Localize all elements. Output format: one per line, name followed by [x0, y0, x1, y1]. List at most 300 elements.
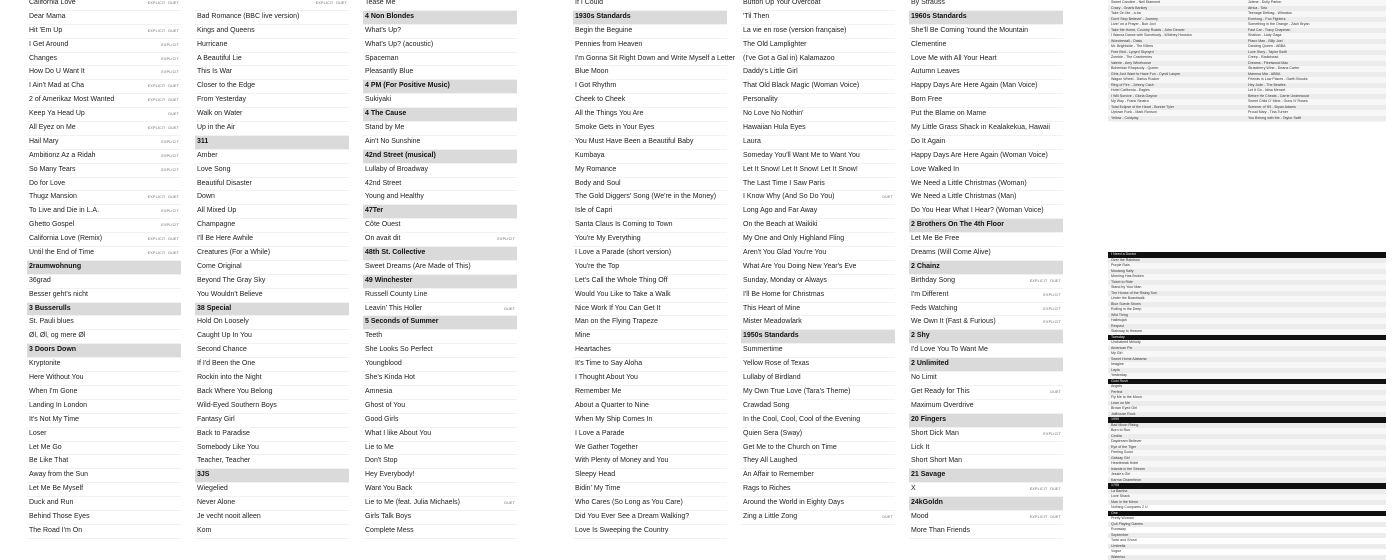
song-row[interactable]: [909, 275, 1063, 289]
song-title: Caught Up In You: [197, 330, 252, 343]
song-row[interactable]: [27, 275, 181, 289]
song-row[interactable]: [573, 66, 727, 80]
song-title: I'll Be Home for Christmas: [743, 289, 824, 302]
song-title: Heartaches: [575, 344, 611, 357]
song-row[interactable]: [27, 0, 181, 11]
song-row[interactable]: [741, 316, 895, 330]
artist-header[interactable]: [363, 275, 517, 289]
song-row[interactable]: [195, 330, 349, 344]
song-row[interactable]: [573, 178, 727, 192]
artist-header[interactable]: [363, 205, 517, 219]
song-row[interactable]: [741, 247, 895, 261]
artist-header[interactable]: [363, 11, 517, 25]
song-row[interactable]: [27, 66, 181, 80]
song-row[interactable]: [741, 122, 895, 136]
song-row[interactable]: [741, 344, 895, 358]
artist-header[interactable]: [363, 108, 517, 122]
artist-header[interactable]: [909, 261, 1063, 275]
song-row[interactable]: [195, 511, 349, 525]
song-title: California Love: [29, 0, 76, 10]
song-row[interactable]: [573, 94, 727, 108]
song-row[interactable]: [573, 483, 727, 497]
song-row[interactable]: [195, 414, 349, 428]
song-row[interactable]: [909, 25, 1063, 39]
song-row[interactable]: [27, 414, 181, 428]
song-row[interactable]: [909, 191, 1063, 205]
song-row[interactable]: [909, 205, 1063, 219]
song-title: Here Without You: [29, 372, 83, 385]
song-row[interactable]: [909, 150, 1063, 164]
song-row[interactable]: [573, 497, 727, 511]
song-row[interactable]: [363, 25, 517, 39]
song-row[interactable]: [573, 164, 727, 178]
song-row[interactable]: [909, 344, 1063, 358]
song-row[interactable]: [363, 386, 517, 400]
song-row[interactable]: [909, 511, 1063, 525]
song-title: Cheek to Cheek: [575, 94, 625, 107]
song-row[interactable]: [573, 233, 727, 247]
song-row[interactable]: [909, 386, 1063, 400]
song-tags: [145, 247, 179, 260]
song-row[interactable]: [573, 0, 727, 11]
artist-header[interactable]: [909, 497, 1063, 511]
artist-header[interactable]: [363, 316, 517, 330]
song-title: Who Cares (So Long as You Care): [575, 497, 683, 510]
song-row[interactable]: [909, 455, 1063, 469]
song-title: Mine: [575, 330, 590, 343]
song-row[interactable]: [741, 150, 895, 164]
song-row[interactable]: [573, 275, 727, 289]
song-row[interactable]: [363, 483, 517, 497]
song-row[interactable]: [363, 428, 517, 442]
song-row[interactable]: [741, 94, 895, 108]
song-row[interactable]: [195, 150, 349, 164]
song-row[interactable]: [27, 469, 181, 483]
song-row[interactable]: [195, 289, 349, 303]
song-title: Remember Me: [575, 386, 621, 399]
song-row[interactable]: [573, 469, 727, 483]
song-row[interactable]: [741, 233, 895, 247]
song-row[interactable]: [363, 400, 517, 414]
song-row[interactable]: [573, 525, 727, 539]
song-row[interactable]: [195, 316, 349, 330]
song-row[interactable]: [573, 442, 727, 456]
song-row[interactable]: [909, 94, 1063, 108]
song-row[interactable]: [363, 233, 517, 247]
song-row[interactable]: [573, 428, 727, 442]
thumbnail-song-right: Mamma Mia - ABBA: [1248, 72, 1280, 78]
artist-header[interactable]: [909, 11, 1063, 25]
song-row[interactable]: [27, 39, 181, 53]
song-row[interactable]: [573, 122, 727, 136]
song-row[interactable]: [909, 400, 1063, 414]
song-title: Kings and Queens: [197, 25, 255, 38]
thumbnail-header: I Need a Doctor: [1108, 252, 1386, 258]
song-row[interactable]: [741, 511, 895, 525]
song-row[interactable]: [363, 191, 517, 205]
artist-header[interactable]: [363, 150, 517, 164]
song-row[interactable]: [909, 233, 1063, 247]
song-row[interactable]: [741, 275, 895, 289]
song-row[interactable]: [363, 94, 517, 108]
song-tags: [501, 497, 515, 510]
song-title: Be Like That: [29, 455, 68, 468]
artist-header[interactable]: [195, 469, 349, 483]
song-row[interactable]: [909, 136, 1063, 150]
song-row[interactable]: [195, 108, 349, 122]
song-row[interactable]: [195, 205, 349, 219]
song-row[interactable]: [363, 53, 517, 67]
song-row[interactable]: [27, 108, 181, 122]
song-row[interactable]: [363, 442, 517, 456]
song-row[interactable]: [195, 455, 349, 469]
song-row[interactable]: [909, 80, 1063, 94]
song-row[interactable]: [195, 164, 349, 178]
song-row[interactable]: [27, 372, 181, 386]
song-row[interactable]: [573, 261, 727, 275]
song-row[interactable]: [195, 219, 349, 233]
song-row[interactable]: [909, 53, 1063, 67]
song-row[interactable]: [363, 136, 517, 150]
song-tags: [494, 233, 515, 246]
song-row[interactable]: [195, 358, 349, 372]
song-list-thumbnail-top[interactable]: [1108, 0, 1386, 122]
song-title: We Gather Together: [575, 442, 638, 455]
explicit-badge: EXPLICIT: [1043, 320, 1061, 324]
song-row[interactable]: [909, 303, 1063, 317]
song-row[interactable]: [573, 455, 727, 469]
explicit-badge: EXPLICIT: [161, 43, 179, 47]
song-title: They All Laughed: [743, 455, 797, 468]
song-row[interactable]: [195, 178, 349, 192]
song-row[interactable]: [741, 164, 895, 178]
song-row[interactable]: [27, 455, 181, 469]
song-row[interactable]: [741, 219, 895, 233]
artist-name: 2 Unlimited: [911, 358, 949, 371]
song-row[interactable]: [27, 289, 181, 303]
song-title: Do You Hear What I Hear? (Woman Voice): [911, 205, 1029, 218]
song-tags: [145, 94, 179, 107]
song-tags: [145, 122, 179, 135]
song-row[interactable]: [195, 400, 349, 414]
song-row[interactable]: [27, 316, 181, 330]
thumbnail-row: Twist and Shout: [1108, 538, 1386, 544]
song-row[interactable]: [573, 303, 727, 317]
song-row[interactable]: [909, 66, 1063, 80]
thumbnail-song-left: Don't Stop Believin' - Journey: [1111, 17, 1158, 21]
song-row[interactable]: [195, 66, 349, 80]
song-row[interactable]: [909, 39, 1063, 53]
artist-header[interactable]: [909, 330, 1063, 344]
song-row[interactable]: [363, 0, 517, 11]
song-row[interactable]: [741, 428, 895, 442]
song-title: From Yesterday: [197, 94, 246, 107]
artist-name: 2raumwohnung: [29, 261, 81, 274]
song-row[interactable]: [195, 39, 349, 53]
song-row[interactable]: [741, 39, 895, 53]
song-row[interactable]: [741, 497, 895, 511]
artist-header[interactable]: [909, 219, 1063, 233]
song-row[interactable]: [195, 428, 349, 442]
song-row[interactable]: [363, 289, 517, 303]
artist-header[interactable]: [27, 261, 181, 275]
song-row[interactable]: [573, 400, 727, 414]
song-row[interactable]: [195, 442, 349, 456]
song-title: Clementine: [911, 39, 946, 52]
artist-header[interactable]: [741, 330, 895, 344]
song-title: This Heart of Mine: [743, 303, 800, 316]
song-row[interactable]: [27, 386, 181, 400]
song-row[interactable]: [741, 469, 895, 483]
song-title: Blue Moon: [575, 66, 608, 79]
song-row[interactable]: [909, 164, 1063, 178]
song-row[interactable]: [195, 25, 349, 39]
artist-header[interactable]: [27, 344, 181, 358]
song-row[interactable]: [573, 25, 727, 39]
song-row[interactable]: [363, 469, 517, 483]
song-title: My Little Grass Shack in Kealakekua, Hawaii: [911, 122, 1029, 135]
song-row[interactable]: [573, 330, 727, 344]
song-row[interactable]: [27, 80, 181, 94]
song-row[interactable]: [741, 303, 895, 317]
song-row[interactable]: [27, 497, 181, 511]
song-tags: [158, 164, 179, 177]
song-row[interactable]: [195, 497, 349, 511]
artist-header[interactable]: [909, 414, 1063, 428]
song-row[interactable]: [195, 261, 349, 275]
song-row[interactable]: [909, 442, 1063, 456]
artist-header[interactable]: [195, 136, 349, 150]
song-row[interactable]: [573, 191, 727, 205]
song-row[interactable]: [741, 11, 895, 25]
song-row[interactable]: [573, 414, 727, 428]
song-row[interactable]: [195, 233, 349, 247]
song-row[interactable]: [363, 344, 517, 358]
song-row[interactable]: [195, 344, 349, 358]
song-row[interactable]: [909, 525, 1063, 539]
song-row[interactable]: [573, 136, 727, 150]
song-row[interactable]: [27, 11, 181, 25]
song-row[interactable]: [195, 11, 349, 25]
song-row[interactable]: [363, 66, 517, 80]
song-row[interactable]: [363, 372, 517, 386]
song-row[interactable]: [27, 219, 181, 233]
song-row[interactable]: [195, 80, 349, 94]
song-row[interactable]: [27, 233, 181, 247]
explicit-badge: EXPLICIT: [161, 209, 179, 213]
song-row[interactable]: [195, 525, 349, 539]
song-row[interactable]: [363, 525, 517, 539]
song-row[interactable]: [27, 205, 181, 219]
song-row[interactable]: [195, 191, 349, 205]
song-row[interactable]: [573, 289, 727, 303]
song-row[interactable]: [363, 497, 517, 511]
thumbnail-song-right: Dancing Queen - ABBA: [1248, 44, 1286, 50]
artist-header[interactable]: [363, 247, 517, 261]
song-row[interactable]: [741, 108, 895, 122]
song-row[interactable]: [573, 344, 727, 358]
duet-badge: DUET: [1050, 487, 1061, 491]
song-row[interactable]: [27, 191, 181, 205]
song-row[interactable]: [363, 219, 517, 233]
song-row[interactable]: [741, 0, 895, 11]
song-title: Santa Claus Is Coming to Town: [575, 219, 673, 232]
song-row[interactable]: [27, 483, 181, 497]
song-row[interactable]: [741, 386, 895, 400]
song-row[interactable]: [363, 303, 517, 317]
song-title: The Last Time I Saw Paris: [743, 178, 825, 191]
song-row[interactable]: [363, 455, 517, 469]
song-row[interactable]: [195, 386, 349, 400]
song-row[interactable]: [363, 164, 517, 178]
song-row[interactable]: [27, 330, 181, 344]
song-row[interactable]: [573, 511, 727, 525]
song-row[interactable]: [195, 0, 349, 11]
song-row[interactable]: [27, 136, 181, 150]
song-row[interactable]: [741, 442, 895, 456]
song-row[interactable]: [741, 455, 895, 469]
song-row[interactable]: [195, 247, 349, 261]
song-row[interactable]: [573, 386, 727, 400]
song-title: Kryptonite: [29, 358, 61, 371]
song-row[interactable]: [909, 372, 1063, 386]
song-title: Hail Mary: [29, 136, 59, 149]
song-row[interactable]: [741, 66, 895, 80]
song-row[interactable]: [573, 219, 727, 233]
song-title: Did You Ever See a Dream Walking?: [575, 511, 689, 524]
artist-header[interactable]: [363, 80, 517, 94]
song-row[interactable]: [573, 150, 727, 164]
song-row[interactable]: [909, 108, 1063, 122]
song-row[interactable]: [741, 372, 895, 386]
song-row[interactable]: [909, 0, 1063, 11]
song-title: Hit 'Em Up: [29, 25, 62, 38]
song-row[interactable]: [573, 316, 727, 330]
song-row[interactable]: [741, 400, 895, 414]
song-row[interactable]: [195, 53, 349, 67]
explicit-badge: EXPLICIT: [148, 237, 166, 241]
song-row[interactable]: [27, 247, 181, 261]
song-row[interactable]: [741, 261, 895, 275]
song-list-thumbnail-bottom[interactable]: [1108, 252, 1386, 500]
song-title: All the Things You Are: [575, 108, 643, 121]
song-row[interactable]: [195, 275, 349, 289]
artist-header[interactable]: [27, 303, 181, 317]
song-row[interactable]: [27, 525, 181, 539]
song-row[interactable]: [363, 178, 517, 192]
explicit-badge: EXPLICIT: [161, 140, 179, 144]
song-row[interactable]: [195, 94, 349, 108]
song-row[interactable]: [27, 150, 181, 164]
song-row[interactable]: [27, 400, 181, 414]
song-title: Stand by Me: [365, 122, 404, 135]
song-row[interactable]: [573, 39, 727, 53]
song-title: We Own It (Fast & Furious): [911, 316, 996, 329]
song-row[interactable]: [741, 358, 895, 372]
song-row[interactable]: [741, 25, 895, 39]
song-row[interactable]: [909, 122, 1063, 136]
song-row[interactable]: [573, 358, 727, 372]
artist-header[interactable]: [909, 358, 1063, 372]
song-title: Love Me with All Your Heart: [911, 53, 997, 66]
song-title: Tease Me: [365, 0, 395, 10]
song-title: Do It Again: [911, 136, 945, 149]
song-row[interactable]: [27, 178, 181, 192]
artist-name: 2 Chainz: [911, 261, 940, 274]
song-row[interactable]: [27, 164, 181, 178]
song-tags: [145, 0, 179, 10]
song-row[interactable]: [909, 428, 1063, 442]
song-row[interactable]: [573, 80, 727, 94]
song-row[interactable]: [363, 122, 517, 136]
song-row[interactable]: [195, 372, 349, 386]
song-row[interactable]: [27, 428, 181, 442]
song-title: Yellow Rose of Texas: [743, 358, 809, 371]
song-row[interactable]: [27, 122, 181, 136]
song-title: That Old Black Magic (Woman Voice): [743, 80, 859, 93]
song-row[interactable]: [741, 414, 895, 428]
song-row[interactable]: [573, 53, 727, 67]
song-row[interactable]: [909, 289, 1063, 303]
song-row[interactable]: [195, 483, 349, 497]
song-row[interactable]: [741, 178, 895, 192]
song-row[interactable]: [909, 316, 1063, 330]
artist-header[interactable]: [573, 11, 727, 25]
song-row[interactable]: [363, 358, 517, 372]
song-row[interactable]: [27, 442, 181, 456]
song-row[interactable]: [363, 414, 517, 428]
song-row[interactable]: [363, 261, 517, 275]
explicit-badge: EXPLICIT: [148, 251, 166, 255]
song-row[interactable]: [573, 247, 727, 261]
artist-header[interactable]: [909, 469, 1063, 483]
song-title: Duck and Run: [29, 497, 73, 510]
song-row[interactable]: [741, 53, 895, 67]
song-row[interactable]: [27, 53, 181, 67]
song-row[interactable]: [909, 178, 1063, 192]
song-row[interactable]: [741, 483, 895, 497]
song-title: Lie to Me (feat. Julia Michaels): [365, 497, 460, 510]
song-row[interactable]: [909, 483, 1063, 497]
song-row[interactable]: [741, 80, 895, 94]
thumbnail-song-left: Wagon Wheel - Darius Rucker: [1111, 77, 1159, 81]
song-row[interactable]: [909, 247, 1063, 261]
song-row[interactable]: [363, 330, 517, 344]
song-row[interactable]: [363, 511, 517, 525]
song-row[interactable]: [573, 205, 727, 219]
duet-badge: DUET: [1050, 390, 1061, 394]
song-row[interactable]: [195, 122, 349, 136]
song-row[interactable]: [573, 108, 727, 122]
song-title: My One and Only Highland Fling: [743, 233, 844, 246]
song-row[interactable]: [741, 191, 895, 205]
song-row[interactable]: [741, 289, 895, 303]
song-row[interactable]: [741, 136, 895, 150]
artist-name: 4 Non Blondes: [365, 11, 414, 24]
thumbnail-row: Blue Suede Shoes: [1108, 302, 1386, 308]
song-row[interactable]: [741, 205, 895, 219]
song-tags: [145, 191, 179, 204]
song-row[interactable]: [573, 372, 727, 386]
song-row[interactable]: [27, 511, 181, 525]
artist-header[interactable]: [195, 303, 349, 317]
song-row[interactable]: [27, 25, 181, 39]
song-row[interactable]: [27, 358, 181, 372]
song-title: Teeth: [365, 330, 382, 343]
thumbnail-row: Cecilia: [1108, 434, 1386, 440]
song-row[interactable]: [363, 39, 517, 53]
song-row[interactable]: [27, 94, 181, 108]
